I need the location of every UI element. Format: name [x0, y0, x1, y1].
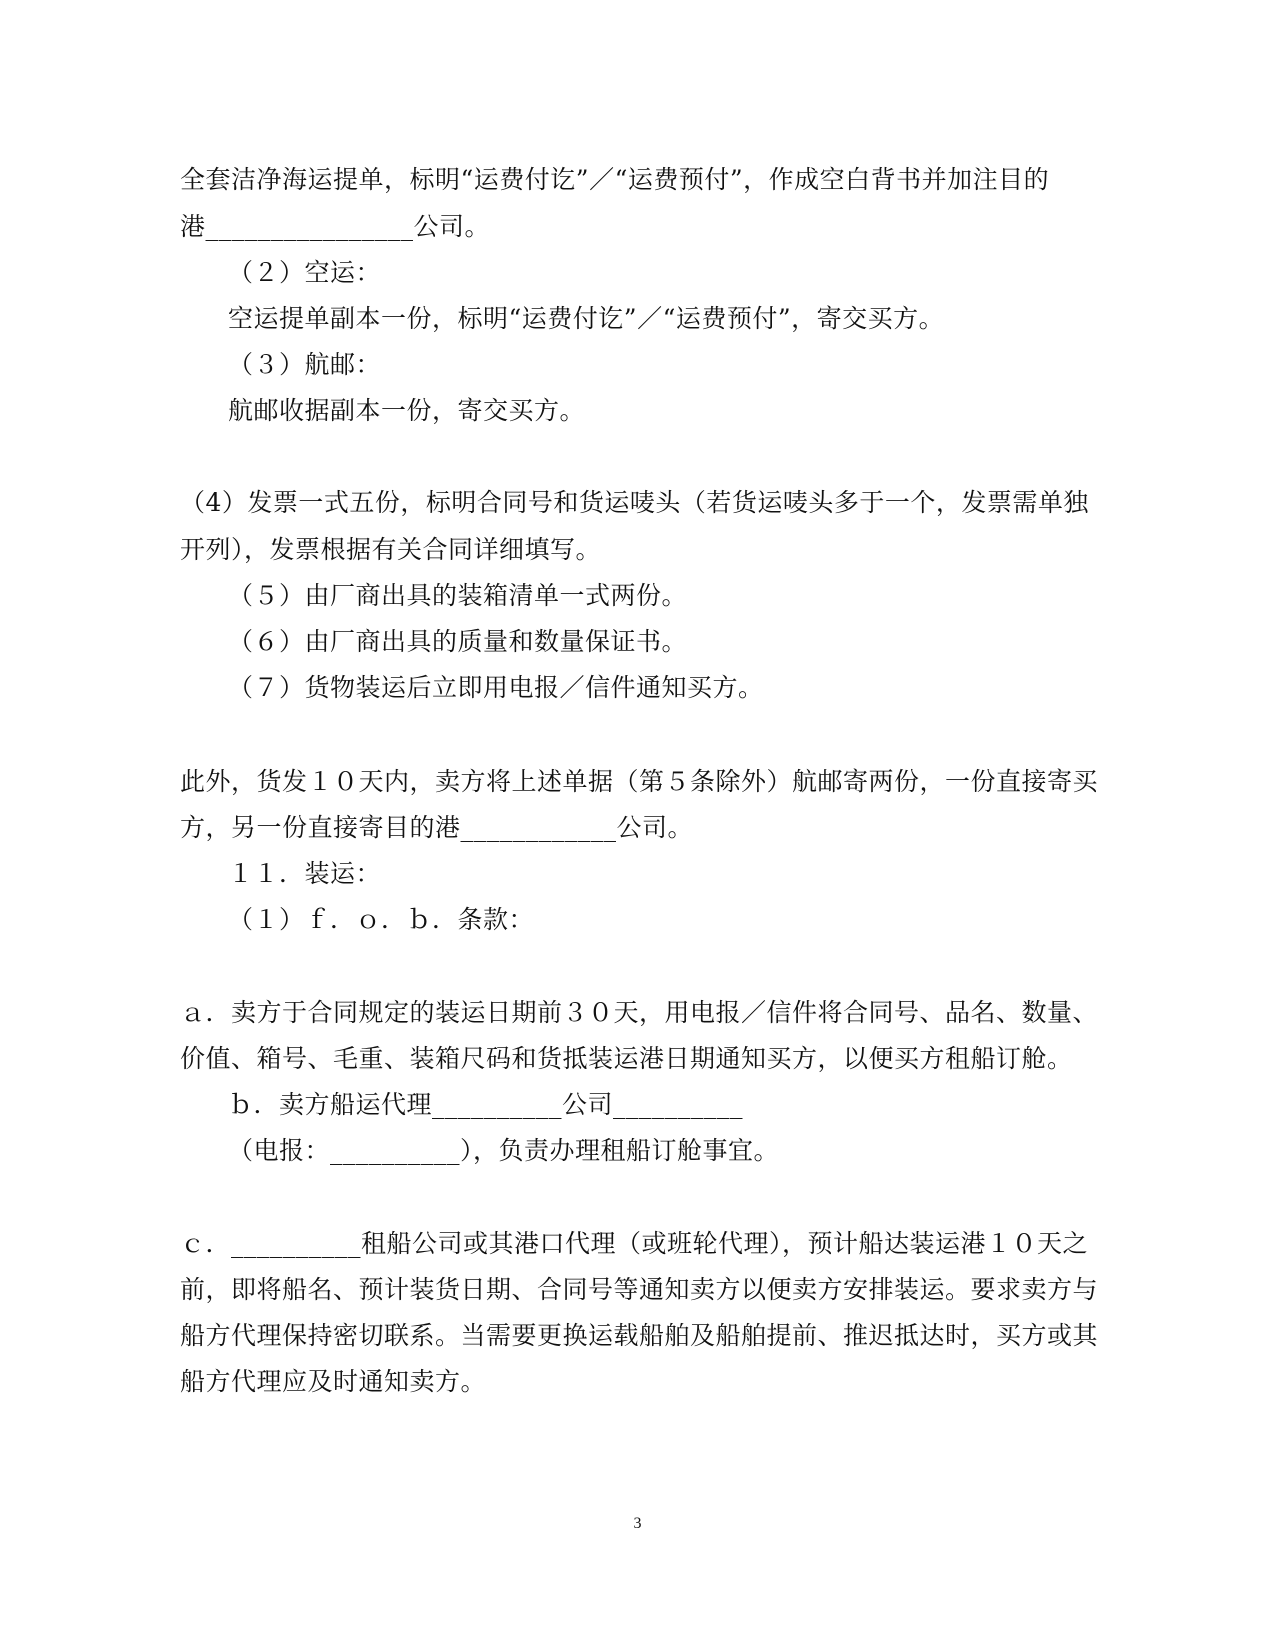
text-line: 港________________公司。 [180, 212, 491, 241]
text-line: 空运提单副本一份，标明“运费付讫”／“运费预付”，寄交买方。 [228, 304, 945, 333]
text-line: ｂ．卖方船运代理__________公司__________ [228, 1090, 744, 1119]
text-line: （７）货物装运后立即用电报／信件通知买方。 [228, 673, 764, 702]
text-line: （２）空运： [228, 258, 382, 287]
text-line: 价值、箱号、毛重、装箱尺码和货抵装运港日期通知买方，以便买方租船订舱。 [180, 1044, 1073, 1073]
text-line: 船方代理保持密切联系。当需要更换运载船舶及船舶提前、推迟抵达时，买方或其 [180, 1321, 1099, 1350]
page-number: 3 [633, 1515, 642, 1532]
text-line: ｃ．__________租船公司或其港口代理（或班轮代理），预计船达装运港１０天之 [180, 1229, 1089, 1258]
text-line: 方，另一份直接寄目的港____________公司。 [180, 813, 694, 842]
text-line: ａ．卖方于合同规定的装运日期前３０天，用电报／信件将合同号、品名、数量、 [180, 998, 1099, 1027]
text-line: （５）由厂商出具的装箱清单一式两份。 [228, 581, 688, 610]
text-line: 船方代理应及时通知卖方。 [180, 1367, 487, 1396]
text-line: 前，即将船名、预计装货日期、合同号等通知卖方以便卖方安排装运。要求卖方与 [180, 1275, 1099, 1304]
text-line: （３）航邮： [228, 350, 382, 379]
text-line: （６）由厂商出具的质量和数量保证书。 [228, 627, 688, 656]
text-line: 全套洁净海运提单，标明“运费付讫”／“运费预付”，作成空白背书并加注目的 [180, 165, 1050, 194]
text-line: （电报：__________），负责办理租船订舱事宜。 [228, 1136, 780, 1165]
text-line: １１．装运： [228, 859, 382, 888]
text-line: 航邮收据副本一份，寄交买方。 [228, 396, 586, 425]
text-line: （4）发票一式五份，标明合同号和货运唛头（若货运唛头多于一个，发票需单独 [180, 488, 1089, 517]
text-line: （１）ｆ．ｏ．ｂ．条款： [228, 905, 535, 934]
text-line: 此外，货发１０天内，卖方将上述单据（第５条除外）航邮寄两份，一份直接寄买 [180, 767, 1099, 796]
text-line: 开列），发票根据有关合同详细填写。 [180, 535, 602, 564]
